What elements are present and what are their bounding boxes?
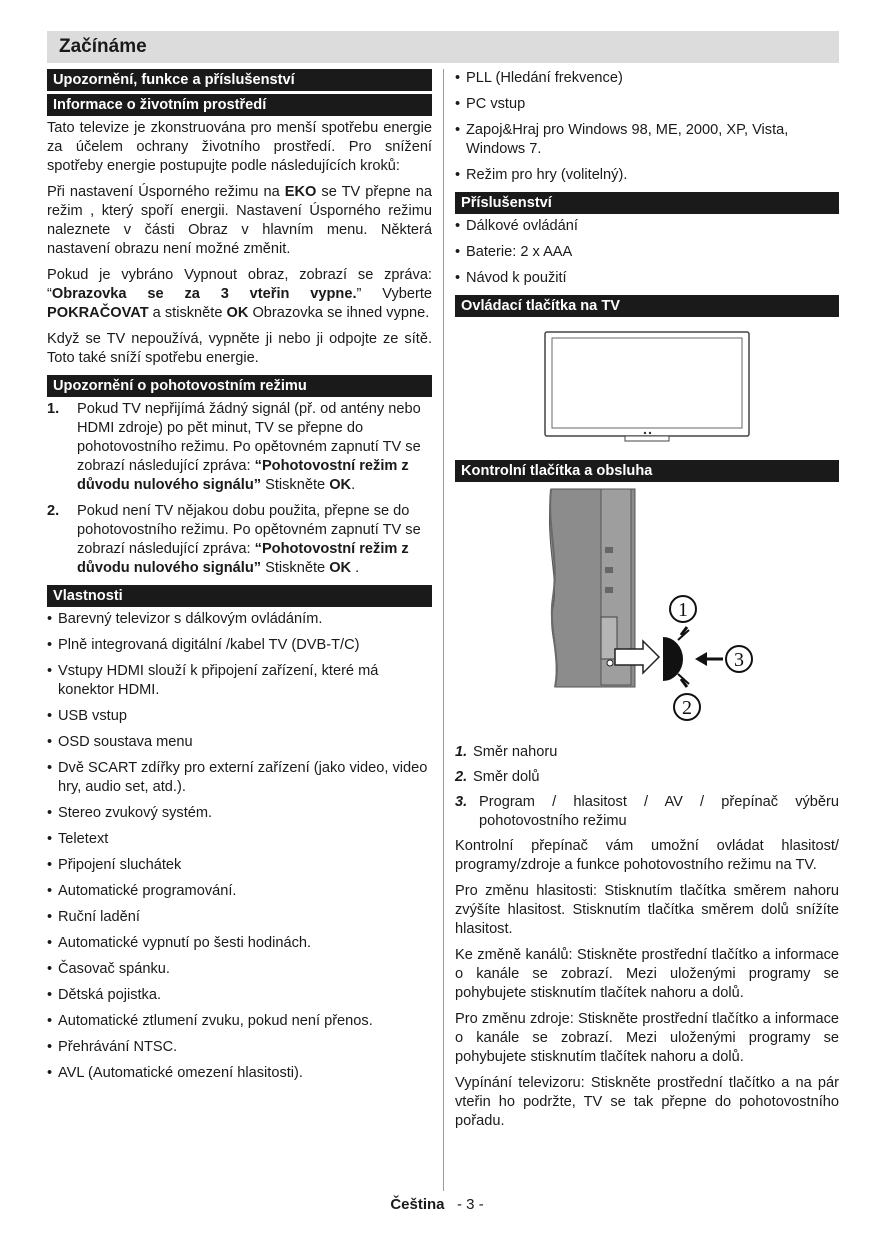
- standby-item: 2. Pokud není TV nějakou dobu použita, přepne se do pohotovostního režimu. Po opětovném zapnutí TV se zobrazí následující zpráva: “Pohotovostní režim z důvodu nulového signálu” Stiskněte OK .: [47, 503, 421, 576]
- environment-paragraph-2: Při nastavení Úsporného režimu na EKO se TV přepne na režim , který spoří energii. Nastavení Úsporného režimu naleznete v části Obraz v hlavním menu. Některá nastavení obrazu není možné změnit.: [47, 184, 432, 257]
- list-item: • Barevný televizor s dálkovým ovládáním.: [47, 610, 432, 629]
- list-item: • Automatické ztlumení zvuku, pokud není přenos.: [47, 1012, 432, 1031]
- page-footer: [0, 1196, 874, 1213]
- right-column: [455, 69, 839, 1138]
- list-item: • PLL (Hledání frekvence): [455, 69, 839, 88]
- list-item: • Automatické vypnutí po šesti hodinách.: [47, 934, 432, 953]
- environment-paragraph-4: Když se TV nepoužívá, vypněte ji nebo ji odpojte ze sítě. Toto také sníží spotřebu energie.: [47, 331, 432, 366]
- control-paragraph: Pro změnu zdroje: Stiskněte prostřední tlačítko a informace o kanále se zobrazí. Mezi uloženými programy se pohybujete stisknutím tlačítek nahoru a dolů.: [455, 1011, 839, 1065]
- list-item: • USB vstup: [47, 707, 432, 726]
- control-paragraph: Vypínání televizoru: Stiskněte prostřední tlačítko a na pár vteřin ho podržte, TV se tak přepne do pohotovostního pořadu.: [455, 1075, 839, 1129]
- environment-paragraph-1: Tato televize je zkonstruována pro menší spotřebu energie za účelem ochrany životního prostředí. Pro snížení spotřeby energie postupujte podle následujících kroků:: [47, 120, 432, 174]
- environment-paragraph-3: Pokud je vybráno Vypnout obraz, zobrazí se zpráva: “Obrazovka se za 3 vteřin vypne.” Vyberte POKRAČOVAT a stiskněte OK Obrazovka se ihned vypne.: [47, 267, 433, 321]
- control-switch-illustration: [455, 487, 839, 729]
- features-list: [47, 610, 432, 1083]
- control-paragraph: Ke změně kanálů: Stiskněte prostřední tlačítko a informace o kanále se zobrazí. Mezi uloženými programy se pohybujete stisknutím tlačítek nahoru a dolů.: [455, 947, 839, 1001]
- control-paragraph: Pro změnu hlasitosti: Stisknutím tlačítka směrem nahoru zvýšíte hlasitost. Stisknutím tlačítka směrem dolů snížíte hlasitost.: [455, 883, 839, 937]
- list-item: • Zapoj&Hraj pro Windows 98, ME, 2000, XP, Vista, Windows 7.: [455, 121, 839, 159]
- callout-press: 3: [734, 649, 744, 671]
- list-item: • Dálkové ovládání: [455, 217, 839, 236]
- list-item: • Připojení sluchátek: [47, 856, 432, 875]
- column-divider: [443, 69, 444, 1191]
- list-item: • AVL (Automatické omezení hlasitosti).: [47, 1064, 432, 1083]
- list-item: • Dětská pojistka.: [47, 986, 432, 1005]
- list-item: • Dvě SCART zdířky pro externí zařízení (jako video, video hry, audio set, atd.).: [47, 759, 432, 797]
- list-item: • Automatické programování.: [47, 882, 432, 901]
- direction-item: 3. Program / hlasitost / AV / přepínač výběru pohotovostního režimu: [455, 794, 839, 829]
- section-header-features: Vlastnosti: [47, 585, 432, 607]
- list-item: • Návod k použití: [455, 269, 839, 288]
- callout-down: 2: [682, 697, 692, 719]
- accessories-list: [455, 217, 839, 288]
- list-item: • Ruční ladění: [47, 908, 432, 927]
- standby-item: 1. Pokud TV nepřijímá žádný signál (př. od antény nebo HDMI zdroje) po pět minut, TV se přepne do pohotovostního režimu. Po opětovném zapnutí TV se zobrazí následující zpráva: “Pohotovostní režim z důvodu nulového signálu” Stiskněte OK.: [47, 401, 421, 493]
- control-paragraph: Kontrolní přepínač vám umožní ovládat hlasitost/ programy/zdroje a funkce pohotovostního režimu na TV.: [455, 838, 839, 873]
- section-header-control-buttons: Kontrolní tlačítka a obsluha: [455, 460, 839, 482]
- page-title: Začínáme: [47, 31, 839, 63]
- left-column: [47, 69, 432, 1090]
- list-item: • Baterie: 2 x AAA: [455, 243, 839, 262]
- section-header-warnings: Upozornění, funkce a příslušenství: [47, 69, 432, 91]
- list-item: • Přehrávání NTSC.: [47, 1038, 432, 1057]
- direction-item: 1. Směr nahoru: [455, 744, 558, 760]
- list-item: • Režim pro hry (volitelný).: [455, 166, 839, 185]
- list-item: • OSD soustava menu: [47, 733, 432, 752]
- section-header-standby: Upozornění o pohotovostním režimu: [47, 375, 432, 397]
- footer-language: Čeština: [390, 1196, 445, 1213]
- features-list-continued: [455, 69, 839, 185]
- callout-up: 1: [678, 599, 688, 621]
- list-item: • Teletext: [47, 830, 432, 849]
- tv-front-illustration: [455, 324, 839, 444]
- section-header-accessories: Příslušenství: [455, 192, 839, 214]
- list-item: • Plně integrovaná digitální /kabel TV (DVB-T/C): [47, 636, 432, 655]
- direction-item: 2. Směr dolů: [455, 769, 540, 785]
- section-header-tv-buttons: Ovládací tlačítka na TV: [455, 295, 839, 317]
- list-item: • Časovač spánku.: [47, 960, 432, 979]
- list-item: • Vstupy HDMI slouží k připojení zařízení, které má konektor HDMI.: [47, 662, 432, 700]
- page-number: - 3 -: [457, 1196, 484, 1213]
- list-item: • PC vstup: [455, 95, 839, 114]
- list-item: • Stereo zvukový systém.: [47, 804, 432, 823]
- section-header-environment: Informace o životním prostředí: [47, 94, 432, 116]
